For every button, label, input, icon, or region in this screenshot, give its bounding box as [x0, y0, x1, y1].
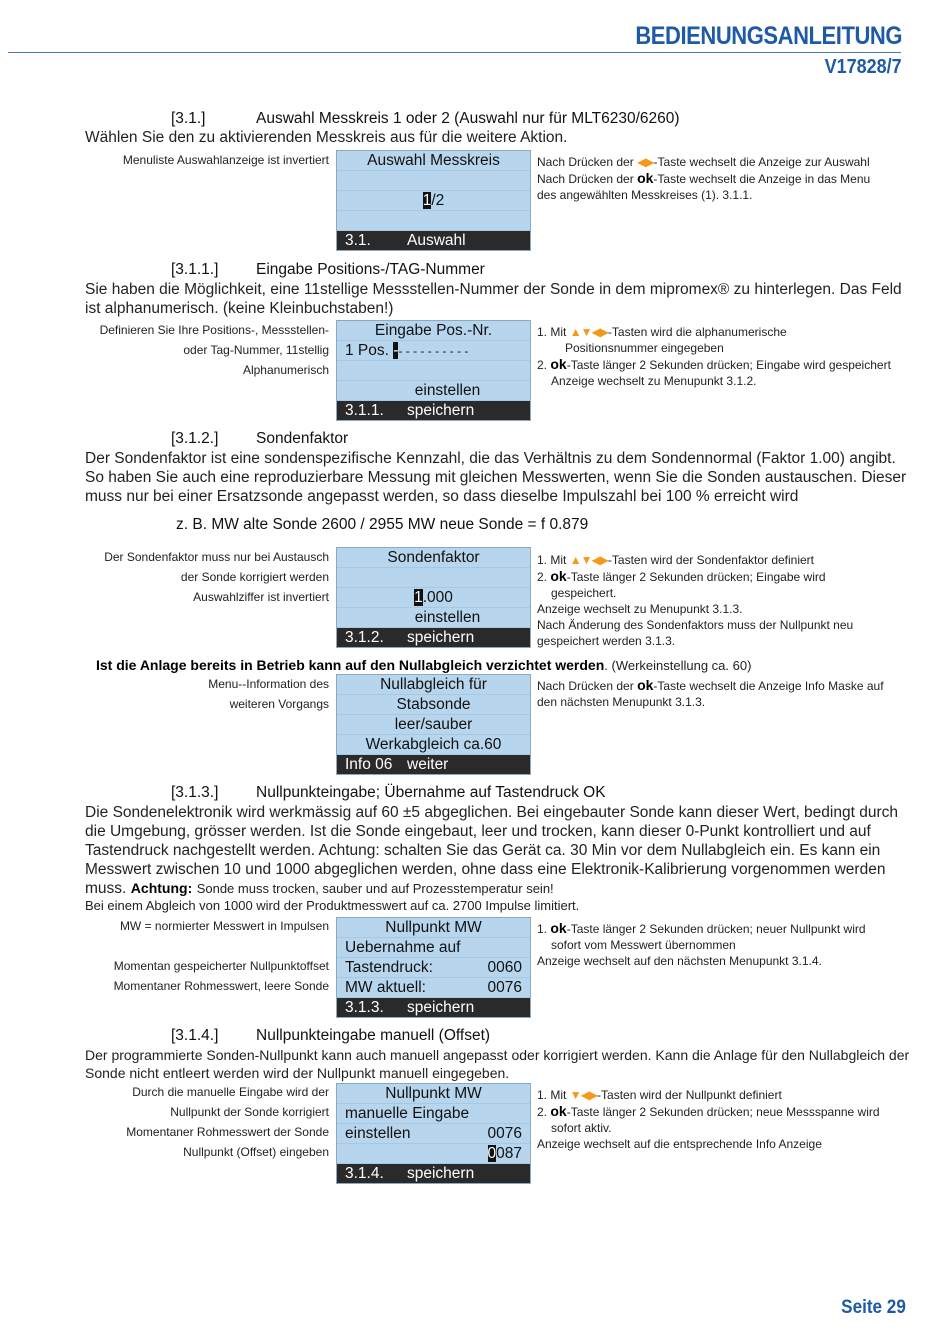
side-note: Momentaner Rohmesswert, leere Sonde	[113, 979, 329, 993]
side-notes-3-1	[123, 150, 329, 170]
lcd-action: speichern	[407, 999, 475, 1016]
side-notes-3-1-3	[114, 916, 329, 996]
note-text: -Taste länger 2 Sekunden drücken; neuer Nullpunkt wird	[566, 922, 866, 936]
lcd-edit-label: einstellen	[337, 381, 530, 401]
info-bold-text: Ist die Anlage bereits in Betrieb kann auf den Nullabgleich verzichtet werden	[96, 657, 605, 673]
lcd-value: 0076	[487, 979, 522, 996]
warning-text: Sonde muss trocken, sauber und auf Prozesstemperatur sein!	[196, 881, 554, 896]
note-text: Nach Änderung des Sondenfaktors muss der Nullpunkt neu	[537, 618, 854, 632]
note-text: gespeichert werden 3.1.3.	[537, 634, 676, 648]
note-text: 2.	[537, 1105, 548, 1119]
side-note: Alphanumerisch	[242, 363, 329, 377]
arrow-keys-icon: ▼◀▶	[569, 1088, 598, 1102]
lcd-footer	[337, 401, 530, 420]
lcd-input-row	[337, 341, 530, 361]
side-notes-3-1-2	[104, 547, 329, 607]
side-note: Der Sondenfaktor muss nur bei Austausch	[104, 550, 329, 564]
notes-3-1-1	[537, 324, 891, 389]
side-note: Durch die manuelle Eingabe wird der	[132, 1085, 329, 1099]
lcd-action: speichern	[407, 629, 475, 646]
lcd-menu-code: 3.1.1.	[345, 402, 384, 419]
lcd-cursor: 0	[487, 1145, 497, 1162]
note-text: -Tasten wird der Nullpunkt definiert	[597, 1088, 782, 1102]
section-number: [3.1.]	[171, 110, 206, 127]
lcd-row: leer/sauber	[337, 715, 530, 735]
note-text: -Taste länger 2 Sekunden drücken; Eingabe wird gespeichert	[566, 358, 891, 372]
ok-key-label: ok	[637, 677, 654, 693]
side-note: Nullpunkt (Offset) eingeben	[183, 1145, 329, 1159]
lcd-placeholder: - - - - - - - - - -	[398, 344, 469, 358]
note-text: Anzeige wechselt auf den nächsten Menupunkt 3.1.4.	[537, 954, 822, 968]
arrow-keys-icon: ▲▼◀▶	[569, 553, 608, 567]
note-text: des angewählten Messkreises (1). 3.1.1.	[537, 188, 753, 202]
lcd-value-row	[337, 588, 530, 608]
section-heading-3-1-3	[171, 784, 606, 802]
lcd-label: 1 Pos.	[345, 342, 389, 359]
section-text-3-1-2: Der Sondenfaktor ist eine sondenspezifische Kennzahl, die das Verhältnis zu dem Sondennormal (Faktor 1.00) angibt. So haben Sie auch eine reproduzierbare Messung mit gleichen Messwerten, wenn Sie die Sonden austauschen. Dieser muss nur bei einer Ersatzsonde angepasst werden, so dass dieselbe Impulszahl bei 100 % erreicht wird	[85, 450, 907, 505]
side-notes-info-06	[208, 674, 329, 714]
lcd-menu-code: 3.1.2.	[345, 629, 384, 646]
note-text: -Tasten wird der Sondenfaktor definiert	[607, 553, 815, 567]
lcd-display-3-1	[336, 150, 531, 251]
side-note: Menuliste Auswahlanzeige ist invertiert	[122, 153, 329, 167]
section-heading-3-1-1	[171, 261, 485, 279]
ok-key-label: ok	[637, 170, 654, 186]
note-text: den nächsten Menupunkt 3.1.3.	[537, 695, 706, 709]
section-number: [3.1.1.]	[171, 261, 219, 278]
side-note: MW = normierter Messwert in Impulsen	[119, 919, 329, 933]
notes-3-1	[537, 154, 870, 203]
lcd-value: 0060	[487, 959, 522, 976]
section-heading-3-1-2	[171, 430, 348, 448]
lcd-menu-code: 3.1.	[345, 232, 371, 249]
lcd-row	[337, 978, 530, 998]
section-title: Auswahl Messkreis 1 oder 2 (Auswahl nur für MLT6230/6260)	[256, 110, 680, 127]
lcd-display-3-1-4	[336, 1083, 531, 1184]
section-heading-3-1-4	[171, 1027, 490, 1045]
note-text: Nach Drücken der	[537, 155, 634, 169]
note-text: 1. Mit	[537, 1088, 567, 1102]
lcd-action: weiter	[407, 756, 449, 773]
notes-3-1-3	[537, 920, 866, 969]
note-text: 2.	[537, 570, 548, 584]
note-text: -Taste wechselt die Anzeige in das Menu	[653, 172, 871, 186]
lcd-menu-code: Info 06	[345, 756, 393, 773]
note-text: Positionsnummer eingegeben	[565, 341, 724, 355]
section-title: Eingabe Positions-/TAG-Nummer	[256, 261, 485, 278]
side-note: der Sonde korrigiert werden	[180, 570, 329, 584]
ok-key-label: ok	[550, 1103, 567, 1119]
note-text: sofort vom Messwert übernommen	[551, 938, 736, 952]
lcd-row: manuelle Eingabe	[337, 1104, 530, 1124]
note-text: 1.	[537, 922, 548, 936]
lcd-label: Tastendruck:	[345, 959, 433, 976]
section-text-3-1-1: Sie haben die Möglichkeit, eine 11stellige Messstellen-Nummer der Sonde in dem mipromex® zu hinterlegen. Das Feld ist alphanumerisch. (keine Kleinbuchstaben!)	[85, 281, 902, 317]
warning-label: Achtung:	[130, 880, 193, 896]
lcd-row-empty	[337, 211, 530, 231]
lcd-row	[337, 1124, 530, 1144]
section-title: Sondenfaktor	[256, 430, 349, 447]
manual-title: BEDIENUNGSANLEITUNG	[635, 22, 902, 50]
ok-key-label: ok	[550, 356, 567, 372]
note-text: -Taste länger 2 Sekunden drücken; Eingabe wird	[566, 570, 826, 584]
lcd-row: Nullabgleich für	[337, 675, 530, 695]
lcd-row-empty	[337, 361, 530, 381]
side-note: Momentan gespeicherter Nullpunktoffset	[113, 959, 329, 973]
note-text: Nach Drücken der	[537, 172, 634, 186]
lcd-footer	[337, 231, 530, 250]
lcd-action: Auswahl	[407, 232, 466, 249]
section-text-3-1-4: Der programmierte Sonden-Nullpunkt kann auch manuell angepasst oder korrigiert werden. Kann die Anlage für den Nullabgleich der Sonde nicht entleert werden wird der Nullpunkt manuell eingegeben.	[85, 1047, 910, 1081]
document-id: V17828/7	[824, 56, 902, 78]
side-note: Auswahlziffer ist invertiert	[193, 590, 329, 604]
side-note: Menu--Information des	[208, 677, 329, 691]
note-text: 1. Mit	[537, 553, 567, 567]
note-text: Nach Drücken der	[537, 679, 634, 693]
note-text: -Taste wechselt die Anzeige zur Auswahl	[653, 155, 870, 169]
section-text-3-1-3	[85, 803, 910, 898]
lcd-display-3-1-1	[336, 320, 531, 421]
section-number: [3.1.3.]	[171, 784, 219, 801]
note-text: -Taste länger 2 Sekunden drücken; neue Messspanne wird	[566, 1105, 880, 1119]
lcd-value: /2	[431, 192, 445, 209]
lcd-title: Sondenfaktor	[337, 548, 530, 568]
header-divider	[8, 52, 901, 53]
lcd-row	[337, 958, 530, 978]
lcd-row-empty	[337, 171, 530, 191]
note-text: sofort aktiv.	[551, 1121, 612, 1135]
lcd-footer	[337, 1164, 530, 1183]
lcd-display-3-1-2	[336, 547, 531, 648]
note-text: -Taste wechselt die Anzeige Info Maske auf	[653, 679, 884, 693]
lcd-value: .000	[422, 589, 453, 606]
lcd-row: Werkabgleich ca.60	[337, 735, 530, 755]
lcd-menu-code: 3.1.3.	[345, 999, 384, 1016]
lcd-action: speichern	[407, 1165, 475, 1182]
section-title: Nullpunkteingabe manuell (Offset)	[256, 1027, 491, 1044]
lcd-title: Auswahl Messkreis	[337, 151, 530, 171]
side-notes-3-1-4	[126, 1082, 329, 1162]
lcd-title: Nullpunkt MW	[337, 918, 530, 938]
side-notes-3-1-1	[100, 320, 329, 380]
note-text: 2.	[537, 358, 548, 372]
lcd-footer	[337, 998, 530, 1017]
section-number: [3.1.4.]	[171, 1027, 219, 1044]
side-note: Definieren Sie Ihre Positions-, Messstellen-	[99, 323, 329, 337]
notes-info-06	[537, 677, 884, 710]
side-note: Nullpunkt der Sonde korrigiert	[170, 1105, 329, 1119]
side-note: weiteren Vorgangs	[229, 697, 329, 711]
note-text: 1. Mit	[537, 325, 567, 339]
lcd-cursor: 1	[422, 192, 432, 209]
side-note: Momentaner Rohmesswert der Sonde	[126, 1125, 329, 1139]
page-number: Seite 29	[841, 1297, 906, 1318]
lcd-display-info-06	[336, 674, 531, 775]
lcd-label: einstellen	[345, 1125, 411, 1142]
spacer	[114, 936, 329, 956]
ok-key-label: ok	[550, 920, 567, 936]
lcd-value: 087	[496, 1145, 522, 1162]
lcd-menu-code: 3.1.4.	[345, 1165, 384, 1182]
lcd-input-row	[337, 1144, 530, 1164]
section-title: Nullpunkteingabe; Übernahme auf Tastendruck OK	[256, 784, 606, 801]
lcd-cursor: 1	[414, 589, 423, 606]
note-text: -Tasten wird die alphanumerische	[607, 325, 787, 339]
lcd-row: Stabsonde	[337, 695, 530, 715]
lcd-value: 0076	[487, 1125, 522, 1142]
lcd-footer	[337, 628, 530, 647]
note-text: Anzeige wechselt auf die entsprechende Info Anzeige	[537, 1137, 822, 1151]
ok-key-label: ok	[550, 568, 567, 584]
arrow-keys-icon: ▲▼◀▶	[569, 325, 608, 339]
lcd-title: Eingabe Pos.-Nr.	[337, 321, 530, 341]
lcd-row: Uebernahme auf	[337, 938, 530, 958]
info-rest-text: . (Werkeinstellung ca. 60)	[604, 658, 752, 673]
lcd-value-row	[337, 191, 530, 211]
lcd-cursor: -	[393, 342, 399, 359]
section-number: [3.1.2.]	[171, 430, 219, 447]
notes-3-1-4	[537, 1087, 880, 1152]
note-text: Anzeige wechselt zu Menupunkt 3.1.3.	[537, 602, 743, 616]
arrow-keys-icon: ◀▶	[637, 155, 654, 169]
limit-note: Bei einem Abgleich von 1000 wird der Produktmesswert auf ca. 2700 Impulse limitiert.	[85, 898, 580, 913]
notes-3-1-2	[537, 552, 853, 649]
lcd-row-empty	[337, 568, 530, 588]
section-text-3-1: Wählen Sie den zu aktivierenden Messkreis aus für die weitere Aktion.	[85, 129, 568, 146]
note-text: Anzeige wechselt zu Menupunkt 3.1.2.	[551, 374, 757, 388]
lcd-display-3-1-3	[336, 917, 531, 1018]
note-text: gespeichert.	[551, 586, 617, 600]
info-line	[96, 657, 751, 673]
lcd-action: speichern	[407, 402, 475, 419]
example-formula: z. B. MW alte Sonde 2600 / 2955 MW neue Sonde = f 0.879	[176, 516, 589, 533]
lcd-title: Nullpunkt MW	[337, 1084, 530, 1104]
lcd-label: MW aktuell:	[345, 979, 426, 996]
lcd-edit-label: einstellen	[337, 608, 530, 628]
lcd-footer	[337, 755, 530, 774]
section-heading-3-1	[171, 110, 680, 128]
side-note: oder Tag-Nummer, 11stellig	[183, 343, 329, 357]
paragraph-text: Die Sondenelektronik wird werkmässig auf 60 ±5 abgeglichen. Bei eingebauter Sonde kann dieser Wert, bedingt durch die Umgebung, grösser werden. Ist die Sonde eingebaut, leer und trocken, kann dieser 0-Punkt kontrolliert und auf Tastendruck nachgestellt werden. Achtung: schalten Sie das Gerät ca. 30 Min vor dem Nullabgleich ein. Es kann ein Messwert zwischen 10 und 1000 abgeglichen werden, ohne dass eine Elektronik-Kalibrierung vorgenommen werden muss.	[85, 804, 898, 897]
